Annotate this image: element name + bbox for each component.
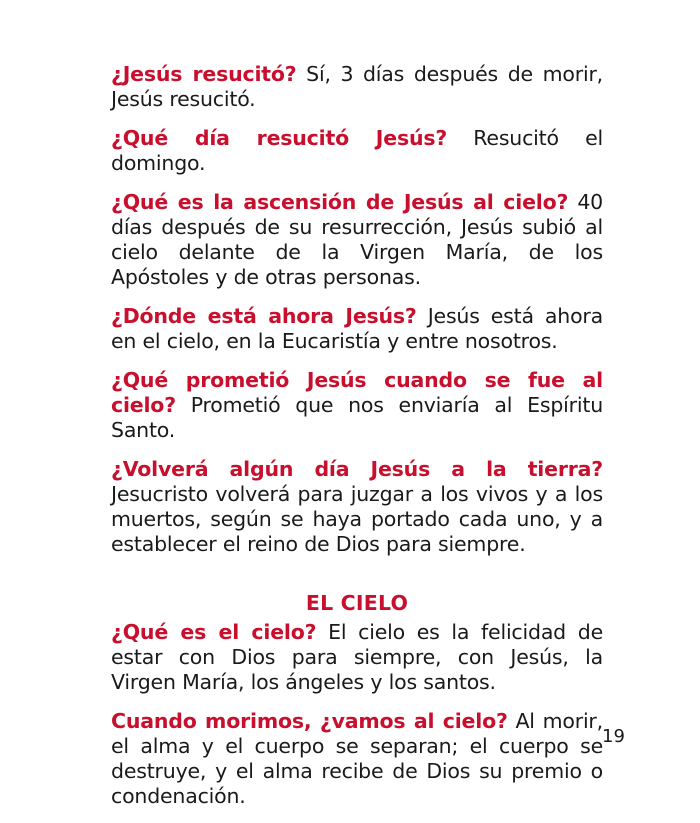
question-text: ¿Dónde está ahora Jesús? [111, 304, 417, 328]
question-text: ¿Qué prometió Jesús cuando se fue al cielo? [111, 368, 603, 417]
qa-item [111, 457, 603, 557]
qa-item [111, 709, 603, 809]
answer-text: Jesucristo volverá para juzgar a los vivos y a los muertos, según se haya portado cada uno, y a establecer el reino de Dios para siempre. [111, 482, 603, 556]
question-text: ¿Qué es la ascensión de Jesús al cielo? [111, 190, 569, 214]
answer-text: El cielo es la felicidad de estar con Dios para siempre, con Jesús, la Virgen María, los ángeles y los santos. [111, 620, 603, 694]
page-content [111, 62, 603, 823]
qa-item [111, 126, 603, 176]
qa-item [111, 304, 603, 354]
question-text: ¿Volverá algún día Jesús a la tierra? [111, 457, 603, 481]
question-text: ¿Qué es el cielo? [111, 620, 317, 644]
answer-text: Jesús está ahora en el cielo, en la Eucaristía y entre nosotros. [111, 304, 603, 353]
qa-item [111, 62, 603, 112]
qa-item [111, 190, 603, 290]
section-title: EL CIELO [305, 591, 409, 615]
question-text: Cuando morimos, ¿vamos al cielo? [111, 709, 508, 733]
question-text: ¿Qué día resucitó Jesús? [111, 126, 448, 150]
question-text: ¿Jesús resucitó? [111, 62, 297, 86]
answer-text: Al morir, el alma y el cuerpo se separan; el cuerpo se destruye, y el alma recibe de Dios su premio o condenación. [111, 709, 603, 808]
answer-text: 40 días después de su resurrección, Jesús subió al cielo delante de la Virgen María, de los Apóstoles y de otras personas. [111, 190, 603, 289]
answer-text: Sí, 3 días después de morir, Jesús resucitó. [111, 62, 603, 111]
qa-item [111, 368, 603, 443]
qa-item [111, 620, 603, 695]
answer-text: Prometió que nos enviaría al Espíritu Santo. [111, 393, 603, 442]
page-number: 19 [602, 726, 625, 747]
answer-text: Resucitó el domingo. [111, 126, 603, 175]
